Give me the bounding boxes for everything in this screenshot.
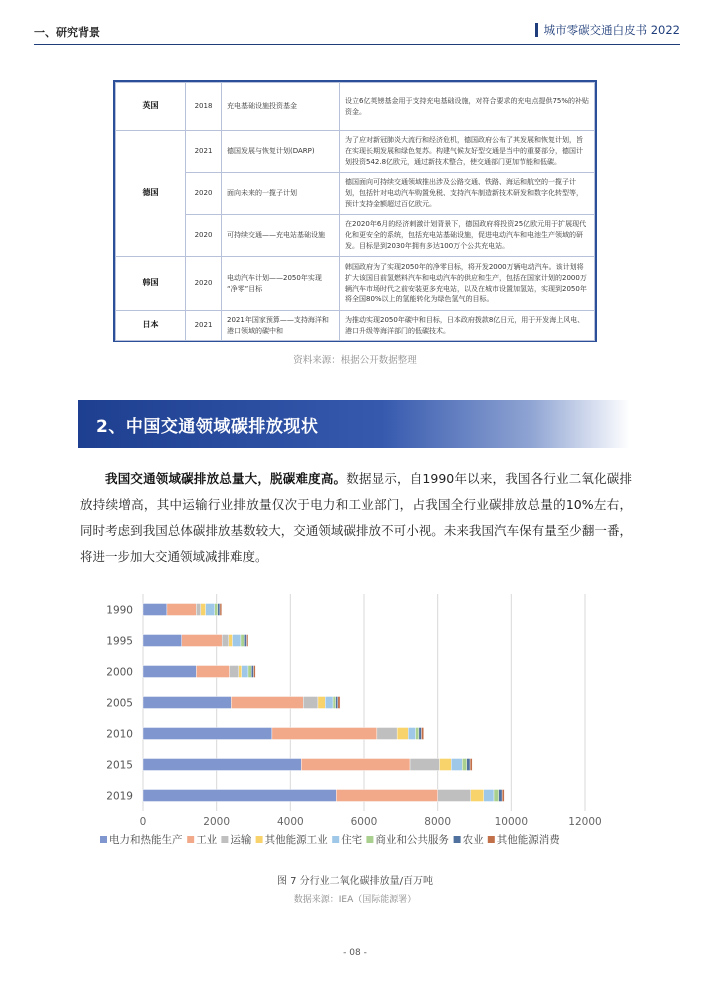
bar-segment <box>196 604 200 616</box>
legend-swatch <box>366 836 373 843</box>
y-category-label: 2000 <box>106 666 133 679</box>
bar-segment <box>254 666 256 678</box>
legend-label: 住宅 <box>341 834 363 846</box>
policy-cell: 充电基础设施投资基金 <box>222 83 340 131</box>
legend-label: 其他能源消费 <box>496 834 560 846</box>
legend-label: 运输 <box>230 834 252 846</box>
page-number: - 08 - <box>343 948 367 958</box>
legend-swatch <box>256 836 263 843</box>
bar-segment <box>244 635 246 647</box>
bar-segment <box>251 666 253 678</box>
bar-segment <box>462 759 466 771</box>
bar-segment <box>231 697 303 709</box>
bar-segment <box>336 697 338 709</box>
bar-segment <box>229 635 233 647</box>
y-category-label: 1995 <box>106 635 133 648</box>
bar-segment <box>220 604 222 616</box>
legend-swatch <box>332 836 339 843</box>
paragraph-lead: 我国交通领域碳排放总量大，脱碳难度高。 <box>105 471 347 486</box>
bar-segment <box>336 790 437 802</box>
bar-segment <box>484 790 494 802</box>
year-cell: 2021 <box>186 131 222 173</box>
description-cell: 在2020年6月的经济刺激计划背景下，德国政府将投资25亿欧元用于扩展现代化和更安全的系统，包括充电站基础设施，促进电动汽车和电池生产领域的研发。目标是到2030年拥有多达100万个公共充电站。 <box>340 215 595 257</box>
bar-segment <box>416 728 419 740</box>
y-category-label: 2010 <box>106 728 133 741</box>
policy-table <box>113 80 597 342</box>
bar-segment <box>143 635 182 647</box>
bar-segment <box>206 604 215 616</box>
policy-cell: 面向未来的一揽子计划 <box>222 173 340 215</box>
bar-segment <box>239 666 242 678</box>
y-category-label: 2005 <box>106 697 133 710</box>
policy-cell: 电动汽车计划——2050年实现 “净零”目标 <box>222 257 340 311</box>
bar-segment <box>438 790 471 802</box>
description-cell: 为推动实现2050年碳中和目标，日本政府拨款8亿日元，用于开发海上风电、港口升级等海洋部门的低碳技术。 <box>340 311 595 341</box>
bar-segment <box>143 604 167 616</box>
description-cell: 为了应对新冠肺炎大流行和经济危机，德国政府公布了其发展和恢复计划，旨在实现长期发展和绿色复苏。构建气候友好型交通是当中的重要部分，德国计划投资542.8亿欧元，通过新技术整合，使交通部门更加节能和低碳。 <box>340 131 595 173</box>
book-title <box>535 22 680 38</box>
section-header: 一、研究背景 <box>34 26 100 39</box>
legend-swatch <box>488 836 495 843</box>
bar-segment <box>499 790 502 802</box>
bar-segment <box>242 666 248 678</box>
emissions-chart <box>90 586 620 861</box>
bar-segment <box>421 728 423 740</box>
x-tick-label: 10000 <box>494 816 529 828</box>
bar-segment <box>182 635 223 647</box>
bar-segment <box>470 759 472 771</box>
legend-swatch <box>187 836 194 843</box>
policy-cell: 2021年国家预算——支持海洋和港口领域的碳中和 <box>222 311 340 341</box>
body-paragraph <box>80 466 632 570</box>
legend-label: 其他能源工业 <box>264 834 328 846</box>
legend-swatch <box>454 836 461 843</box>
y-category-label: 2015 <box>106 759 133 772</box>
table-source: 资料来源：根据公开数据整理 <box>293 355 417 366</box>
book-title-text: 城市零碳交通白皮书 2022 <box>543 23 680 37</box>
table-row <box>116 311 595 341</box>
bar-segment <box>303 697 318 709</box>
table-row <box>116 83 595 131</box>
table-row <box>116 257 595 311</box>
bar-segment <box>167 604 196 616</box>
figure-source: 数据来源：IEA（国际能源署） <box>293 895 417 905</box>
bar-segment <box>218 604 220 616</box>
x-tick-label: 8000 <box>424 816 452 828</box>
section-banner <box>78 400 630 448</box>
bar-segment <box>222 635 229 647</box>
bar-segment <box>233 635 241 647</box>
bar-segment <box>215 604 218 616</box>
bar-segment <box>419 728 422 740</box>
bar-segment <box>410 759 439 771</box>
description-cell: 韩国政府为了实现2050年的净零目标，将开发2000万辆电动汽车。该计划将扩大该国目前氢燃料汽车和电动汽车的供应和生产，包括在国家计划的2000万辆汽车市场时代之前安装更多充电站，以及在城市设置加氢站，实现到2050年将全国80%以上的氢能转化为绿色氢气的目标。 <box>340 257 595 311</box>
legend-swatch <box>100 836 107 843</box>
year-cell: 2020 <box>186 257 222 311</box>
x-tick-label: 0 <box>139 816 147 828</box>
bar-segment <box>196 666 229 678</box>
section-title: 2、中国交通领域碳排放现状 <box>96 417 319 437</box>
x-tick-label: 6000 <box>350 816 378 828</box>
bar-segment <box>248 666 251 678</box>
bar-segment <box>230 666 239 678</box>
table-row <box>116 215 595 257</box>
legend-label: 农业 <box>462 834 484 846</box>
x-tick-label: 4000 <box>276 816 304 828</box>
bar-segment <box>408 728 415 740</box>
country-cell: 德国 <box>116 131 186 257</box>
bar-segment <box>143 759 301 771</box>
legend-label: 工业 <box>196 834 218 846</box>
bar-segment <box>301 759 410 771</box>
header-rule <box>34 44 680 45</box>
legend-label: 商业和公共服务 <box>375 834 449 846</box>
paragraph-body: 数据显示，自1990年以来，我国各行业二氧化碳排放持续增高，其中运输行业排放量仅次于电力和工业部门，占我国全行业碳排放总量的10%左右，同时考虑到我国总体碳排放基数较大，交通领域碳排放不可小视。未来我国汽车保有量至少翻一番，将进一步加大交通领域减排难度。 <box>80 471 632 564</box>
bar-segment <box>333 697 336 709</box>
legend-swatch <box>221 836 228 843</box>
header-accent-bar <box>535 23 538 37</box>
description-cell: 德国面向可持续交通领域推出涉及公路交通、铁路、海运和航空的一揽子计划，包括针对电动汽车购置免税、支持汽车制造新技术研发和数字化转型等，预计支持金额超过百亿欧元。 <box>340 173 595 215</box>
table-row <box>116 131 595 173</box>
bar-segment <box>241 635 244 647</box>
bar-segment <box>397 728 408 740</box>
y-category-label: 1990 <box>106 604 133 617</box>
year-cell: 2021 <box>186 311 222 341</box>
bar-segment <box>247 635 248 647</box>
bar-segment <box>318 697 325 709</box>
year-cell: 2020 <box>186 173 222 215</box>
bar-segment <box>440 759 452 771</box>
bar-segment <box>325 697 333 709</box>
bar-segment <box>143 697 231 709</box>
country-cell: 英国 <box>116 83 186 131</box>
x-tick-label: 12000 <box>568 816 602 828</box>
bar-segment <box>143 790 336 802</box>
year-cell: 2018 <box>186 83 222 131</box>
legend-label: 电力和热能生产 <box>109 834 183 846</box>
country-cell: 日本 <box>116 311 186 341</box>
bar-segment <box>471 790 484 802</box>
year-cell: 2020 <box>186 215 222 257</box>
x-tick-label: 2000 <box>203 816 231 828</box>
bar-segment <box>451 759 462 771</box>
bar-segment <box>272 728 377 740</box>
policy-cell: 可持续交通——充电站基础设施 <box>222 215 340 257</box>
country-cell: 韩国 <box>116 257 186 311</box>
y-category-label: 2019 <box>106 790 133 803</box>
bar-segment <box>467 759 470 771</box>
bar-segment <box>494 790 499 802</box>
description-cell: 设立6亿英镑基金用于支持充电基础设施，对符合要求的充电点提供75%的补贴资金。 <box>340 83 595 131</box>
bar-segment <box>338 697 340 709</box>
bar-segment <box>201 604 206 616</box>
table-row <box>116 173 595 215</box>
policy-cell: 德国发展与恢复计划(DARP) <box>222 131 340 173</box>
figure-caption: 图 7 分行业二氧化碳排放量/百万吨 <box>276 876 434 887</box>
bar-segment <box>143 728 272 740</box>
bar-segment <box>143 666 196 678</box>
bar-segment <box>502 790 504 802</box>
bar-segment <box>377 728 397 740</box>
